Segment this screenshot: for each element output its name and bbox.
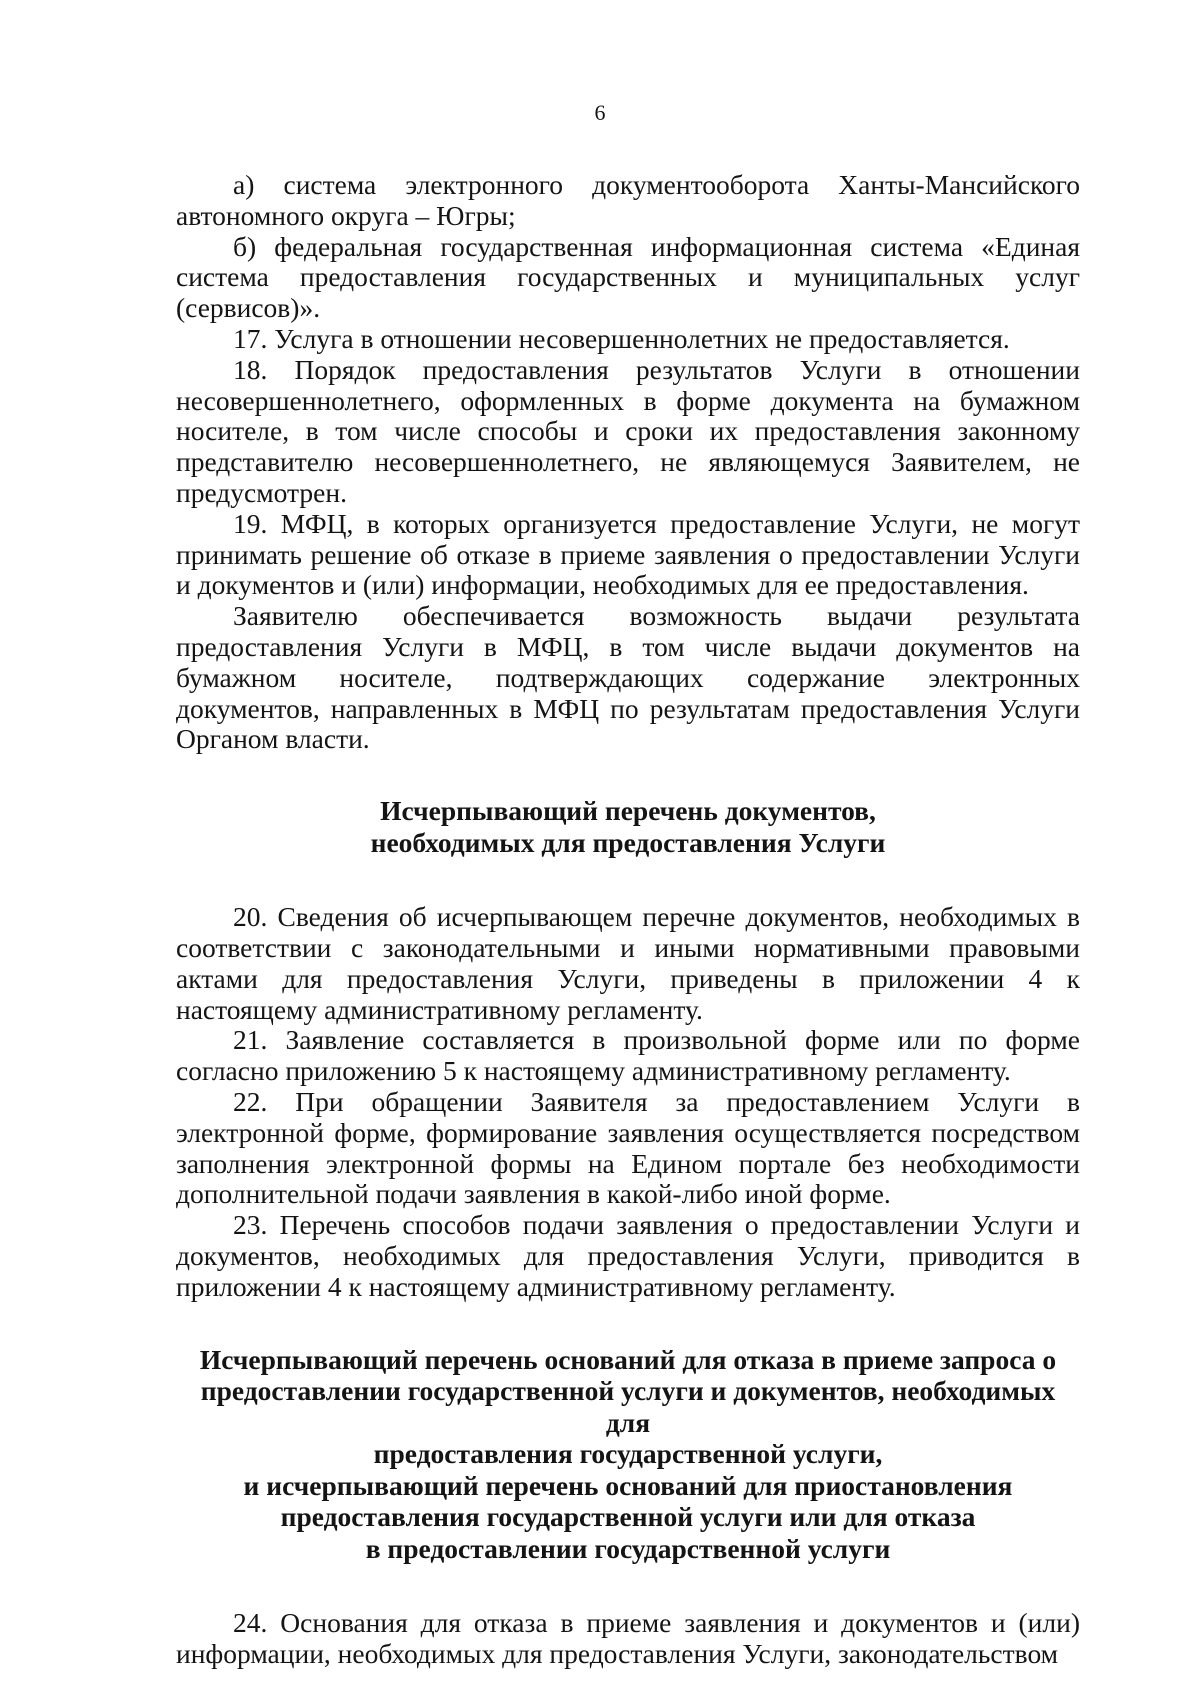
paragraph-19: 19. МФЦ, в которых организуется предоставление Услуги, не могут принимать решение об отказе в приеме заявления о предоставлении Услуги и документов и (или) информации, необходимых для ее предоставления. [176, 507, 1080, 601]
heading-line: Исчерпывающий перечень документов, [380, 795, 876, 827]
paragraph-18: 18. Порядок предоставления результатов Услуги в отношении несовершеннолетнего, оформленных в форме документа на бумажном носителе, в том числе способы и сроки их предоставления законному представителю несовершеннолетнего, не являющемуся Заявителем, не предусмотрен. [176, 353, 1080, 508]
heading-line: предоставлении государственной услуги и документов, необходимых для [200, 1375, 1056, 1438]
paragraph-19-continued: Заявителю обеспечивается возможность выдачи результата предоставления Услуги в МФЦ, в том числе выдачи документов на бумажном носителе, подтверждающих содержание электронных документов, направленных в МФЦ по результатам предоставления Услуги Органом власти. [176, 600, 1080, 755]
heading-line: в предоставлении государственной услуги [365, 1532, 891, 1564]
section-heading-documents [176, 795, 1080, 858]
heading-line: предоставления государственной услуги или для отказа [280, 1501, 976, 1532]
heading-line: и исчерпывающий перечень оснований для приостановления [243, 1469, 1013, 1501]
document-body [176, 170, 1080, 1670]
paragraph-20: 20. Сведения об исчерпывающем перечне документов, необходимых в соответствии с законодательными и иными нормативными правовыми актами для предоставления Услуги, приведены в приложении 4 к настоящему административному регламенту. [176, 901, 1080, 1025]
page-number: 6 [594, 100, 606, 125]
paragraph-item-b: б) федеральная государственная информационная система «Единая система предоставления государственных и муниципальных услуг (сервисов)». [176, 230, 1080, 324]
paragraph-17: 17. Услуга в отношении несовершеннолетних не предоставляется. [233, 322, 1010, 354]
paragraph-22: 22. При обращении Заявителя за предоставлением Услуги в электронной форме, формирование заявления осуществляется посредством заполнения электронной формы на Едином портале без необходимости дополнительной подачи заявления в какой-либо иной форме. [176, 1085, 1080, 1210]
section-heading-refusal-grounds [176, 1344, 1080, 1565]
heading-line: предоставления государственной услуги, [373, 1438, 883, 1469]
paragraph-23: 23. Перечень способов подачи заявления о предоставлении Услуги и документов, необходимых для предоставления Услуги, приводится в приложении 4 к настоящему административному регламенту. [176, 1209, 1080, 1302]
heading-line: необходимых для предоставления Услуги [370, 826, 886, 858]
paragraph-21: 21. Заявление составляется в произвольной форме или по форме согласно приложению 5 к настоящему административному регламенту. [176, 1024, 1080, 1087]
paragraph-24: 24. Основания для отказа в приеме заявления и документов и (или) информации, необходимых для предоставления Услуги, законодательством [176, 1607, 1080, 1669]
heading-line: Исчерпывающий перечень оснований для отказа в приеме запроса о [199, 1343, 1057, 1375]
paragraph-item-a: а) система электронного документооборота Ханты-Мансийского автономного округа – Югры; [176, 169, 1080, 231]
